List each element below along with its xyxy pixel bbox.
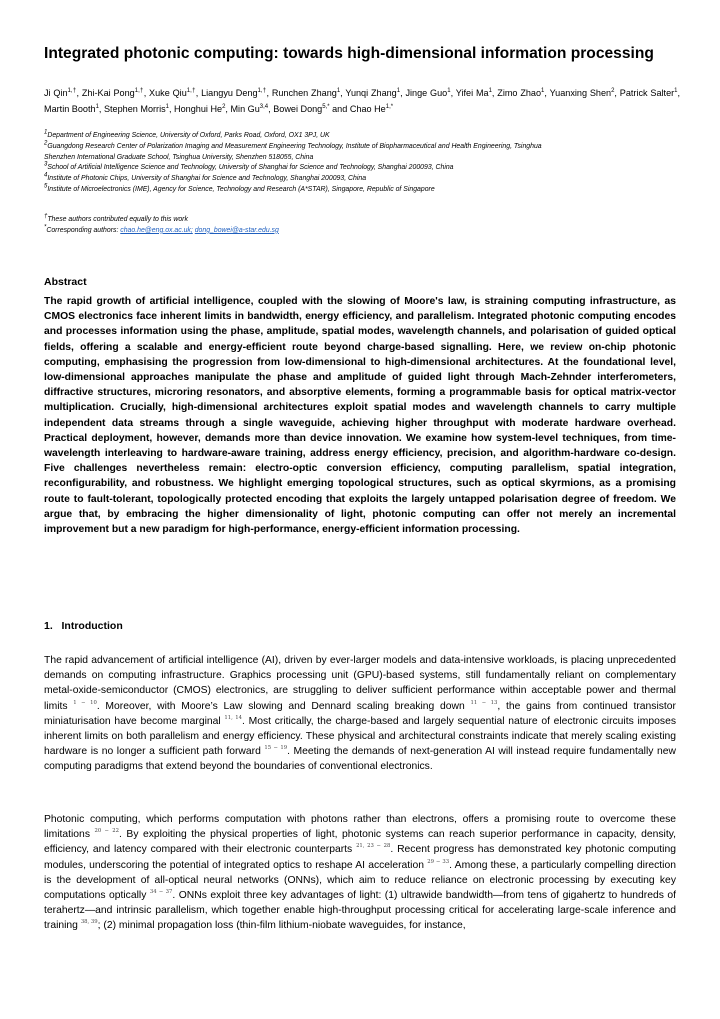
email-link-2[interactable]: dong_bowei@a-star.edu.sg — [194, 226, 279, 234]
citation-ref[interactable]: 34 − 37 — [149, 889, 173, 896]
author-name: Min Gu$^{3,4}$ — [230, 103, 269, 114]
author-name: Zimo Zhao$^1$ — [497, 87, 545, 98]
citation-ref[interactable]: 38, 39 — [80, 919, 98, 926]
section-heading-introduction: 1. Introduction — [44, 620, 123, 632]
affiliation-line: Shenzhen International Graduate School, Tsinghua University, Shenzhen 518055, China — [44, 153, 314, 161]
affiliation-line: $^1$Department of Engineering Science, University of Oxford, Parks Road, Oxford, OX1 3PJ, UK — [44, 129, 330, 139]
paper-title: Integrated photonic computing: towards high-dimensional information processing — [44, 45, 654, 62]
author-name: Bowei Dong$^{5,*}$ — [273, 103, 330, 114]
affiliation-line: $^3$School of Artificial Intelligence Science and Technology, University of Shanghai for Science and Technology, Shanghai 200093, China — [44, 162, 454, 172]
equal-contribution-note: †These authors contributed equally to this work — [44, 213, 188, 223]
citation-ref[interactable]: 11 − 13 — [470, 699, 498, 706]
citation-ref[interactable]: 1 − 10 — [73, 699, 97, 706]
citation-ref[interactable]: 21, 23 − 28 — [356, 843, 391, 850]
author-name: Yuanxing Shen$^2$ — [549, 87, 615, 98]
author-name: Yunqi Zhang$^1$ — [345, 87, 401, 98]
author-name: Yifei Ma$^1$ — [455, 87, 492, 98]
citation-ref[interactable]: 11, 14 — [224, 714, 243, 721]
author-name: Martin Booth$^1$ — [44, 103, 99, 114]
author-name: Stephen Morris$^1$ — [103, 103, 169, 114]
author-list: Ji Qin$^{1,\dagger}$, Zhi-Kai Pong$^{1,\dagger}$, Xuke Qiu$^{1,\dagger}$, Liangyu Deng$^{1,\dagger}$, Runchen Zhang$^1$, Yunqi Zhang$^1$, Jinge Guo$^1$, Yifei Ma$^1$, Zimo Zhao$^1$, Yuanxing Shen$^2$, Patrick Salter$^1$, Martin Booth$^1$, Stephen Morris$^1$, Honghui He$^2$, Min Gu$^{3,4}$, Bowei Dong$^{5,*}$ and Chao $He^{1,*}$ — [44, 87, 681, 114]
affiliation-line: $^2$Guangdong Research Center of Polarization Imaging and Measurement Engineering Technology, Institute of Biopharmaceutical and Health Engineering, Tsinghua — [44, 140, 542, 150]
author-name: Zhi-Kai Pong$^{1,\dagger}$ — [81, 87, 144, 98]
citation-ref[interactable]: 20 − 22 — [94, 828, 120, 835]
author-name: Runchen Zhang$^1$ — [271, 87, 341, 98]
author-name: Patrick Salter$^1$ — [619, 87, 678, 98]
affiliations — [44, 131, 684, 196]
author-name: Liangyu Deng$^{1,\dagger}$ — [201, 87, 267, 98]
corresponding-authors-note: *Corresponding authors: chao.he@eng.ox.ac.uk; dong_bowei@a-star.edu.sg — [44, 224, 279, 234]
email-link-1[interactable]: chao.he@eng.ox.ac.uk; — [120, 226, 193, 234]
abstract-heading: Abstract — [44, 276, 87, 288]
intro-paragraph-1: The rapid advancement of artificial intelligence (AI), driven by ever-larger models and data-intensive workloads, is placing unprecedented demands on computing infrastructure. Graphics processing unit (GPU)-based systems, still fundamentally reliant on complementary metal-oxide-semiconductor (CMOS) electronics, are struggling to deliver sufficient performance within acceptable power and thermal limits $^{1 - 10}$. Moreover, with Moore’s Law slowing and Dennard scaling breaking down $^{11 - 13}$, the gains from continued transistor miniaturisation have become marginal $^{11, 14}$. Most critically, the charge-based and largely sequential nature of electronic circuits imposes inherent limits on both parallelism and energy efficiency. These physical and architectural constraints indicate that merely scaling existing hardware is no longer a sufficient path forward $^{15 - 19}$. Meeting the demands of next-generation AI will instead require fundamentally new computing paradigms that extend beyond the boundaries of conventional electronics. — [44, 655, 676, 773]
citation-ref[interactable]: 29 − 33 — [427, 858, 450, 865]
author-name: Honghui He$^2$ — [174, 103, 226, 114]
author-name: Jinge Guo$^1$ — [405, 87, 451, 98]
author-name: Chao $He^{1,*}$ — [349, 103, 394, 114]
abstract-text: The rapid growth of artificial intelligence, coupled with the slowing of Moore's law, is straining computing infrastructure, as CMOS electronics face inherent limits in bandwidth, energy efficiency, and parallelism. Integrated photonic computing encodes and processes information using the phase, amplitude, spatial modes, wavelength channels, and polarisation of guided optical fields, offering a scalable and energy-efficient route beyond charge-based signalling. Here, we review on-chip photonic computing, emphasising the progression from low-dimensional to high-dimensional architectures. At the foundational level, low-dimensional approaches manipulate the phase and amplitude of guided light through Mach-Zehnder interferometers, diffractive structures, microring resonators, and absorptive elements, forming a programmable basis for optical matrix-vector multiplication. Crucially, high-dimensional architectures exploit spatial modes and wavelength channels to carry multiple independent data streams through a single waveguide, achieving higher throughput with moderate hardware overhead. Practical deployment, however, demands more than device innovation. We examine how system-level techniques, from time-wavelength interleaving to hardware-aware training, address energy efficiency, precision, and algorithm-hardware co-design. Five challenges nevertheless remain: electro-optic conversion efficiency, computing parallelism, spatial integration, reconfigurability, and robustness. We highlight emerging topological structures, such as optical skyrmions, as a promising route to fault-tolerant, topologically protected encoding that exploits the largely untapped polarisation degree of freedom. We argue that, by embracing the higher dimensionality of light, photonic computing can offer not merely an incremental improvement but a new paradigm for high-performance, energy-efficient information processing. — [44, 296, 676, 536]
affiliation-line: $^4$Institute of Photonic Chips, University of Shanghai for Science and Technology, Shanghai 200093, China — [44, 172, 367, 183]
author-name: Xuke Qiu$^{1,\dagger}$ — [149, 87, 196, 98]
citation-ref[interactable]: 15 − 19 — [264, 745, 288, 752]
author-notes — [44, 215, 684, 237]
affiliation-line: $^5$Institute of Microelectronics (IME), Agency for Science, Technology and Research (A*STAR), Singapore, Republic of Singapore — [44, 183, 435, 193]
author-name: Ji Qin$^{1,\dagger}$ — [44, 87, 77, 98]
intro-paragraph-2: Photonic computing, which performs computation with photons rather than electrons, offers a promising route to overcome these limitations $^{20 - 22}$. By exploiting the physical properties of light, photonic systems can reach superior performance in capacity, density, efficiency, and latency compared with their electronic counterparts $^{21, 23 - 28}$. Recent progress has demonstrated key photonic computing modules, underscoring the potential of integrated optics to reshape AI acceleration $^{29 - 33}$. Among these, a particularly compelling direction is the development of all-optical neural networks (ONNs), which aim to reduce reliance on electronic processing by executing key computations optically $^{34 - 37}$. ONNs exploit three key advantages of light: (1) ultrawide bandwidth—from tens of gigahertz to hundreds of terahertz—and intrinsic parallelism, which together enable high-throughput processing critical for accelerating large-scale inference and training $^{38, 39}$; (2) minimal propagation loss (thin-film lithium-niobate waveguides, for instance, — [44, 814, 677, 932]
